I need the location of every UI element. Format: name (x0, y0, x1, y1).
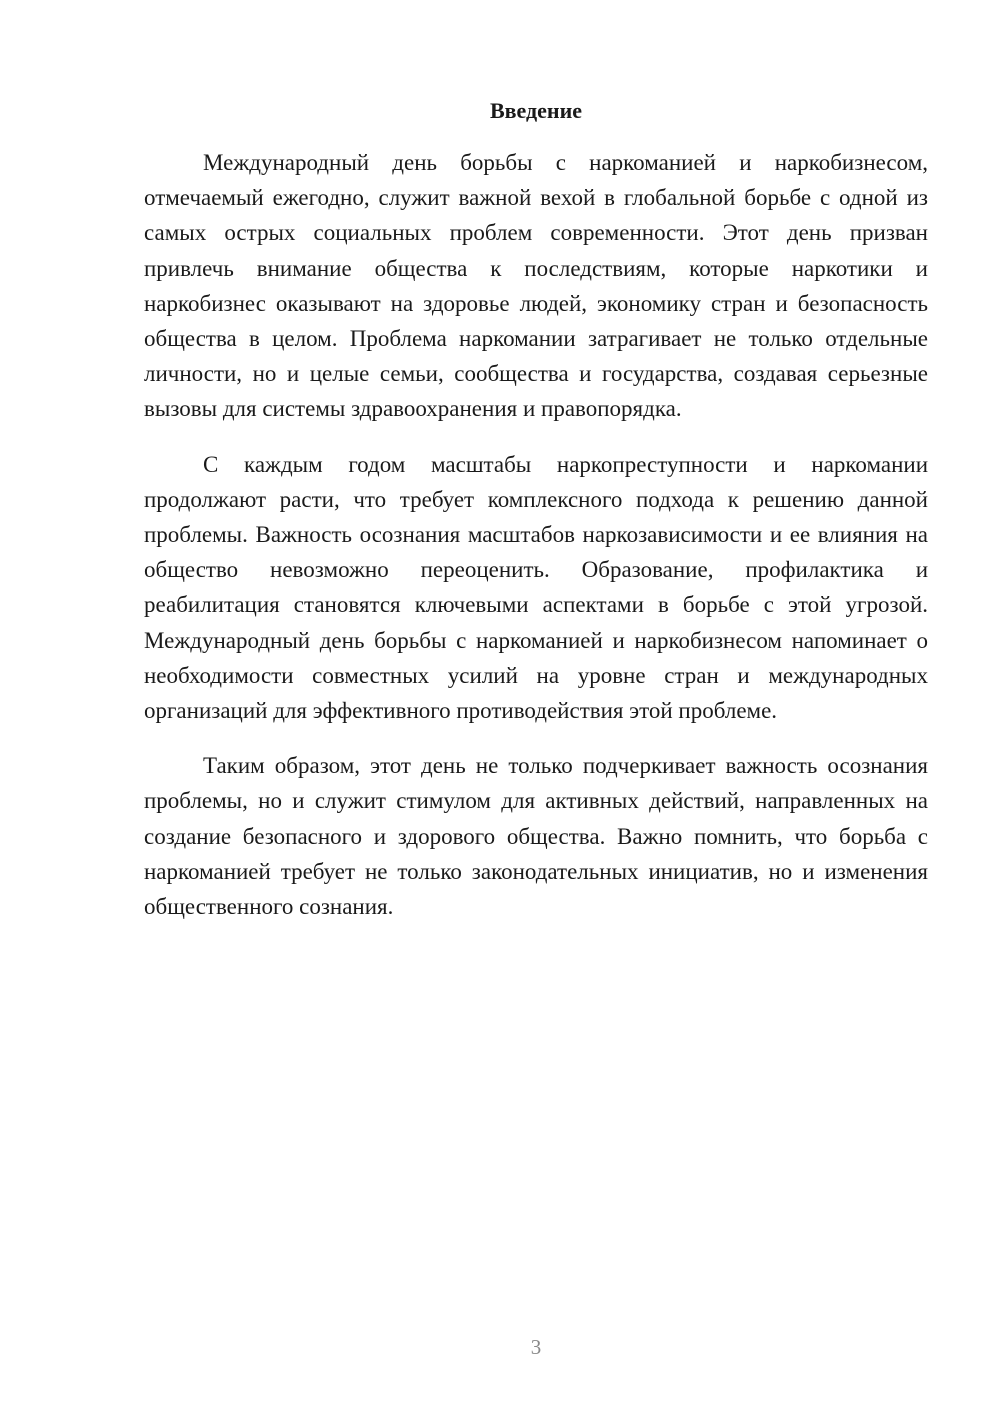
page-number: 3 (530, 1335, 542, 1359)
section-heading: Введение (489, 98, 583, 123)
paragraph-1: Международный день борьбы с наркоманией и наркобизнесом, отмечаемый ежегодно, служит важной вехой в глобальной борьбе с одной из самых острых социальных проблем современности. Этот день призван привлечь внимание общества к последствиям, которые наркотики и наркобизнес оказывают на здоровье людей, экономику стран и безопасность общества в целом. Проблема наркомании затрагивает не только отдельные личности, но и целые семьи, сообщества и государства, создавая серьезные вызовы для системы здравоохранения и правопорядка. (144, 150, 928, 422)
document-body (144, 145, 928, 944)
paragraph-3: Таким образом, этот день не только подчеркивает важность осознания проблемы, но и служит стимулом для активных действий, направленных на создание безопасного и здорового общества. Важно помнить, что борьба с наркоманией требует не только законодательных инициатив, но и изменения общественного сознания. (144, 753, 928, 920)
paragraph-2: С каждым годом масштабы наркопреступности и наркомании продолжают расти, что требует комплексного подхода к решению данной проблемы. Важность осознания масштабов наркозависимости и ее влияния на общество невозможно переоценить. Образование, профилактика и реабилитация становятся ключевыми аспектами в борьбе с этой угрозой. Международный день борьбы с наркоманией и наркобизнесом напоминает о необходимости совместных усилий на уровне стран и международных организаций для эффективного противодействия этой проблеме. (144, 451, 928, 724)
